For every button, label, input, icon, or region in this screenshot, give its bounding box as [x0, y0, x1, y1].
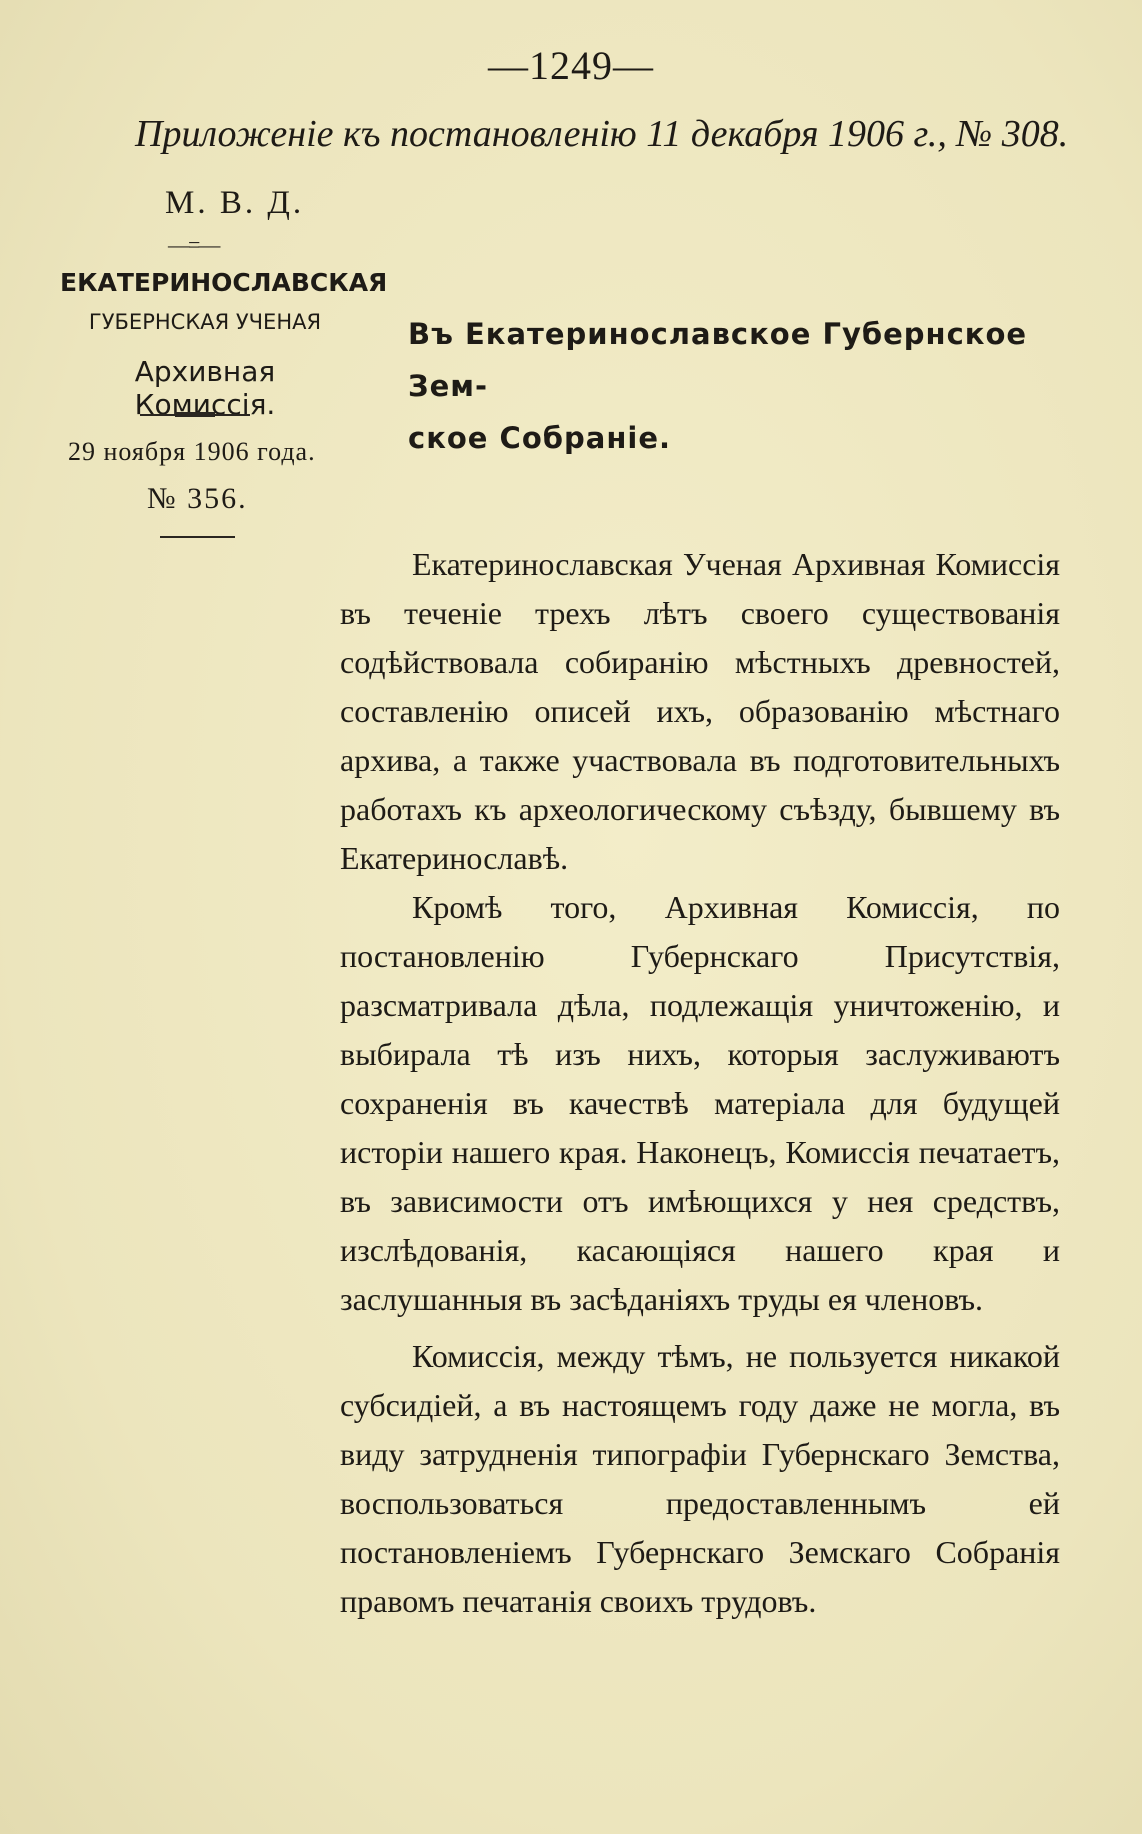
- ornament-divider: —=—: [168, 232, 219, 257]
- letter-date: 29 ноября 1906 года.: [68, 437, 316, 466]
- commission-title-line-1: ЕКАТЕРИНОСЛАВСКАЯ: [60, 268, 388, 297]
- commission-title-line-3: Архивная Комиссія.: [134, 355, 276, 421]
- body-paragraph-2: Кромѣ того, Архивная Комиссія, по постановленію Губернскаго Присутствія, разсматривала дѣла, подлежащія уничтоженію, и выбирала тѣ изъ нихъ, которыя заслуживаютъ сохраненія въ качествѣ матеріала для будущей исторіи нашего края. Наконецъ, Комиссія печатаетъ, въ зависимости отъ имѣющихся у нея средствъ, изслѣдованія, касающіяся нашего края и заслушанныя въ засѣданіяхъ труды ея членовъ.: [340, 889, 1060, 1317]
- commission-title-line-2: ГУБЕРНСКАЯ УЧЕНАЯ: [88, 310, 322, 334]
- rule-divider-thick: [175, 412, 215, 417]
- addressee: [408, 308, 1068, 464]
- letter-number: № 356.: [147, 482, 248, 515]
- addressee-line-2: ское Собраніе.: [408, 421, 672, 455]
- ministry-abbreviation: М. В. Д.: [165, 185, 305, 221]
- body-paragraph-1: Екатеринославская Ученая Архивная Комиссія въ теченіе трехъ лѣтъ своего существованія содѣйствовала собиранію мѣстныхъ древностей, составленію описей ихъ, образованію мѣстнаго архива, а также участвовала въ подготовительныхъ работахъ къ археологическому съѣзду, бывшему въ Екатеринославѣ.: [340, 546, 1060, 876]
- appendix-reference: Приложеніе къ постановленію 11 декабря 1906 г., № 308.: [135, 113, 1069, 155]
- body-paragraph-3: Комиссія, между тѣмъ, не пользуется никакой субсидіей, а въ настоящемъ году даже не могла, въ виду затрудненія типографіи Губернскаго Земства, воспользоваться предоставленнымъ ей постановленіемъ Губернскаго Земскаго Собранія правомъ печатанія своихъ трудовъ.: [340, 1338, 1060, 1619]
- addressee-line-1: Въ Екатеринославское Губернское Зем-: [408, 317, 1028, 403]
- page-number: —1249—: [488, 43, 654, 88]
- rule-divider-short: [160, 536, 235, 538]
- letter-body: [340, 540, 1060, 1626]
